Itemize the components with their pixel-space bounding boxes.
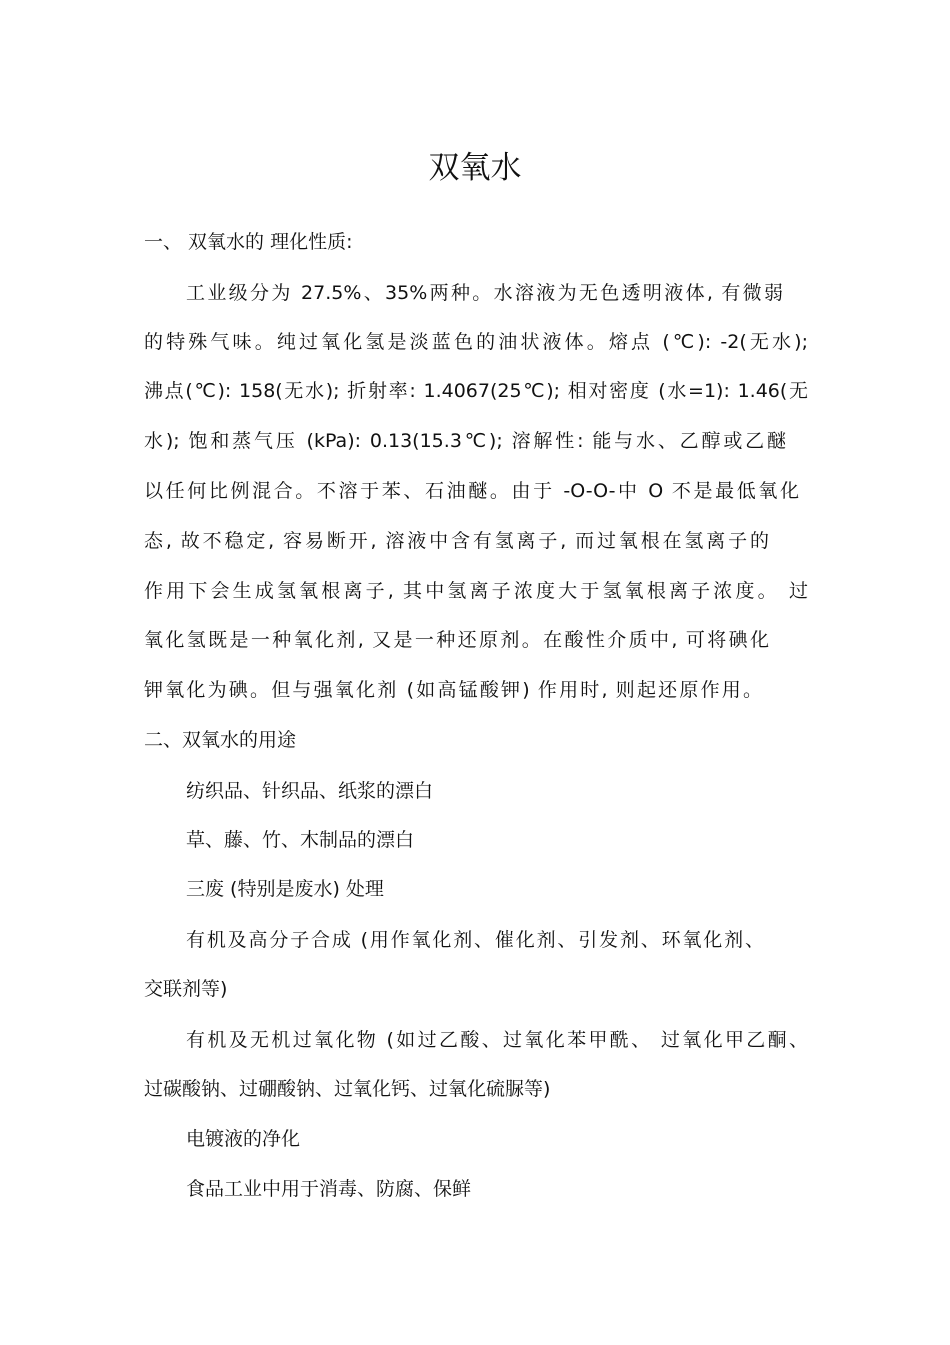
- use-item-1: 纺织品、针织品、纸浆的漂白: [186, 780, 434, 802]
- section-1-line-6: 态, 故不稳定, 容易断开, 溶液中含有氢离子, 而过氧根在氢离子的: [144, 530, 769, 552]
- use-item-7: 食品工业中用于消毒、防腐、保鲜: [186, 1178, 472, 1200]
- section-1-line-2: 的特殊气味。纯过氧化氢是淡蓝色的油状液体。熔点 (℃): -2(无水);: [144, 331, 808, 353]
- section-1-line-4: 水); 饱和蒸气压 (kPa): 0.13(15.3℃); 溶解性: 能与水、乙醇或乙醚: [144, 430, 786, 452]
- use-item-3: 三废 (特别是废水) 处理: [186, 878, 384, 900]
- section-1-heading: 一、 双氧水的 理化性质:: [144, 231, 353, 253]
- use-item-4-continued: 交联剂等): [144, 978, 228, 1000]
- use-item-5-continued: 过碳酸钠、过硼酸钠、过氧化钙、过氧化硫脲等): [144, 1078, 551, 1100]
- section-1-line-1: 工业级分为 27.5%、35%两种。水溶液为无色透明液体, 有微弱: [186, 282, 783, 304]
- section-1-line-5: 以任何比例混合。不溶于苯、石油醚。由于 -O-O-中 O 不是最低氧化: [144, 480, 799, 502]
- section-1-line-8: 氧化氢既是一种氧化剂, 又是一种还原剂。在酸性介质中, 可将碘化: [144, 629, 769, 651]
- page-title: 双氧水: [428, 150, 522, 186]
- use-item-5: 有机及无机过氧化物 (如过乙酸、过氧化苯甲酰、 过氧化甲乙酮、: [186, 1029, 808, 1051]
- use-item-2: 草、藤、竹、木制品的漂白: [186, 829, 415, 851]
- section-1-line-3: 沸点(℃): 158(无水); 折射率: 1.4067(25℃); 相对密度 (水=1): 1.46(无: [144, 380, 808, 402]
- section-2-heading: 二、双氧水的用途: [144, 729, 297, 751]
- use-item-4: 有机及高分子合成 (用作氧化剂、催化剂、引发剂、环氧化剂、: [186, 929, 764, 951]
- section-1-line-7: 作用下会生成氢氧根离子, 其中氢离子浓度大于氢氧根离子浓度。 过: [144, 580, 808, 602]
- use-item-6: 电镀液的净化: [186, 1128, 301, 1150]
- section-1-line-9: 钾氧化为碘。但与强氧化剂 (如高锰酸钾) 作用时, 则起还原作用。: [144, 679, 762, 701]
